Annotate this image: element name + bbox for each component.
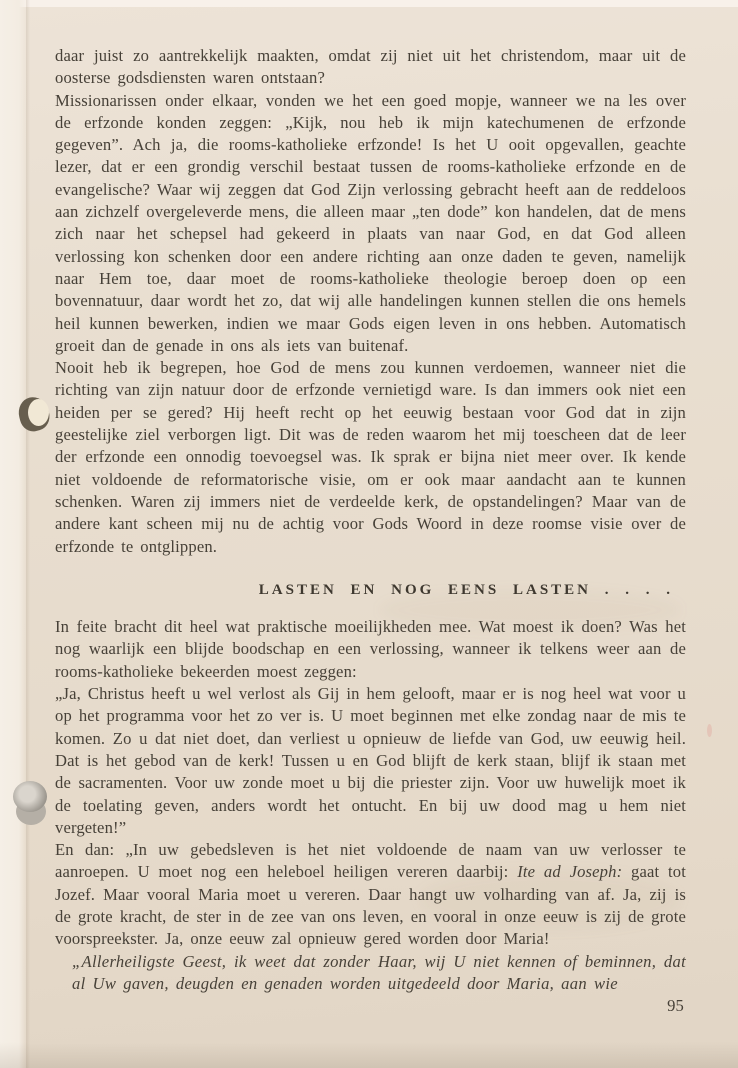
section-heading: LASTEN EN NOG EENS LASTEN . . . . <box>258 581 673 598</box>
scan-clip-artifact <box>13 781 50 829</box>
body-paragraph: In feite bracht dit heel wat praktische moeilijkheden mee. Wat moest ik doen? Was het nog waarlijk een blijde boodschap en een verlossing, wanneer ik telkens weer aan de rooms-katholieke bekeerden moest zeggen: <box>55 617 686 681</box>
body-paragraph-with-latin-phrase <box>55 839 686 950</box>
scan-hole-artifact <box>19 397 49 431</box>
text-column <box>55 45 686 1017</box>
page-left-edge <box>0 0 27 1068</box>
page-number: 95 <box>667 996 684 1016</box>
body-paragraph: daar juist zo aantrekkelijk maakten, omdat zij niet uit het christendom, maar uit de oosterse godsdiensten waren ontstaan? <box>55 46 686 88</box>
page-crease <box>26 0 30 1068</box>
body-paragraph: Missionarissen onder elkaar, vonden we het een goed mopje, wanneer we na les over de erfzonde konden zeggen: „Kijk, nou heb ik mijn katechumenen de erfzonde gegeven”. Ach ja, die rooms-katholieke erfzonde! Is het U ooit opgevallen, geachte lezer, dat er een grondig verschil bestaat tussen de rooms-katholieke erfzonde en de evangelische? Waar wij zeggen dat God Zijn verlossing gebracht heeft aan de reddeloos aan zichzelf overgeleverde mens, die alleen maar „ten dode” kon handelen, dat de mens zich naar het schepsel had gekeerd in plaats van naar God, en dat God alleen verlossing kon schenken door een andere richting aan onze daden te geven, namelijk naar Hem toe, daar moet de rooms-katholieke theologie beroep doen op een bovennatuur, daar wordt het zo, dat wij alle handelingen kunnen stellen die ons hemels heil kunnen bewerken, indien we maar Gods eigen leven in ons hebben. Automatisch groeit dan de genade in ons als iets van buitenaf. <box>55 90 686 355</box>
latin-phrase: Ite ad Joseph: <box>517 862 623 882</box>
paragraph-text-after-latin: gaat tot Jozef. Maar vooral Maria moet u vereren. Daar hangt uw volharding van af. Ja, zij is de grote kracht, de ster in de zee van ons leven, en vooral in onze eeuw is zij de grote voorspreekster. Ja, onze eeuw zal opnieuw gered worden door Maria! <box>55 862 686 949</box>
body-paragraph: Nooit heb ik begrepen, hoe God de mens zou kunnen verdoemen, wanneer niet die richting van zijn natuur door de erfzonde vernietigd ware. Is dan immers ook niet een heiden per se gered? Hij heeft recht op het eeuwig bestaan voor God dat in zijn geestelijke ziel verborgen ligt. Dit was de reden waarom het mij toescheen dat de leer der erfzonde een onnodig toevoegsel was. Ik sprak er bijna niet meer over. Ik kende niet voldoende de reformatorische visie, om er ook maar aandacht aan te kunnen schenken. Waren zij immers niet de verdeelde kerk, de opstandelingen? Maar van de andere kant scheen mij nu de achtig voor Gods Woord in deze roomse visie over de erfzonde te ontglippen. <box>55 358 686 556</box>
body-paragraph: „Ja, Christus heeft u wel verlost als Gij in hem gelooft, maar er is nog heel wat voor u op het programma voor het zo ver is. U moet beginnen met elke zondag naar de mis te komen. Zo u dat niet doet, dan verliest u opnieuw de liefde van God, uw eeuwig heil. Dat is het gebod van de kerk! Tussen u en God blijft de kerk staan, blijf ik staan met de sacramenten. Voor uw zonde moet u bij die priester zijn. Voor uw huwelijk moet ik de toelating geven, anders wordt het ontucht. En bij uw dood mag u hem niet vergeten!” <box>55 684 686 837</box>
pink-ink-speck <box>707 724 712 737</box>
page-top-edge <box>0 0 738 7</box>
closing-italic-quote: „Allerheiligste Geest, ik weet dat zonder Haar, wij U niet kennen of beminnen, dat al Uw gaven, deugden en genaden worden uitgedeeld door Maria, aan wie <box>72 951 686 993</box>
paragraph-text-before-latin: En dan: „In uw gebedsleven is het niet voldoende de naam van uw verlosser te aanroepen. U moet nog een heleboel heiligen vereren daarbij: <box>55 840 686 882</box>
page-bottom-shadow <box>0 1042 738 1068</box>
